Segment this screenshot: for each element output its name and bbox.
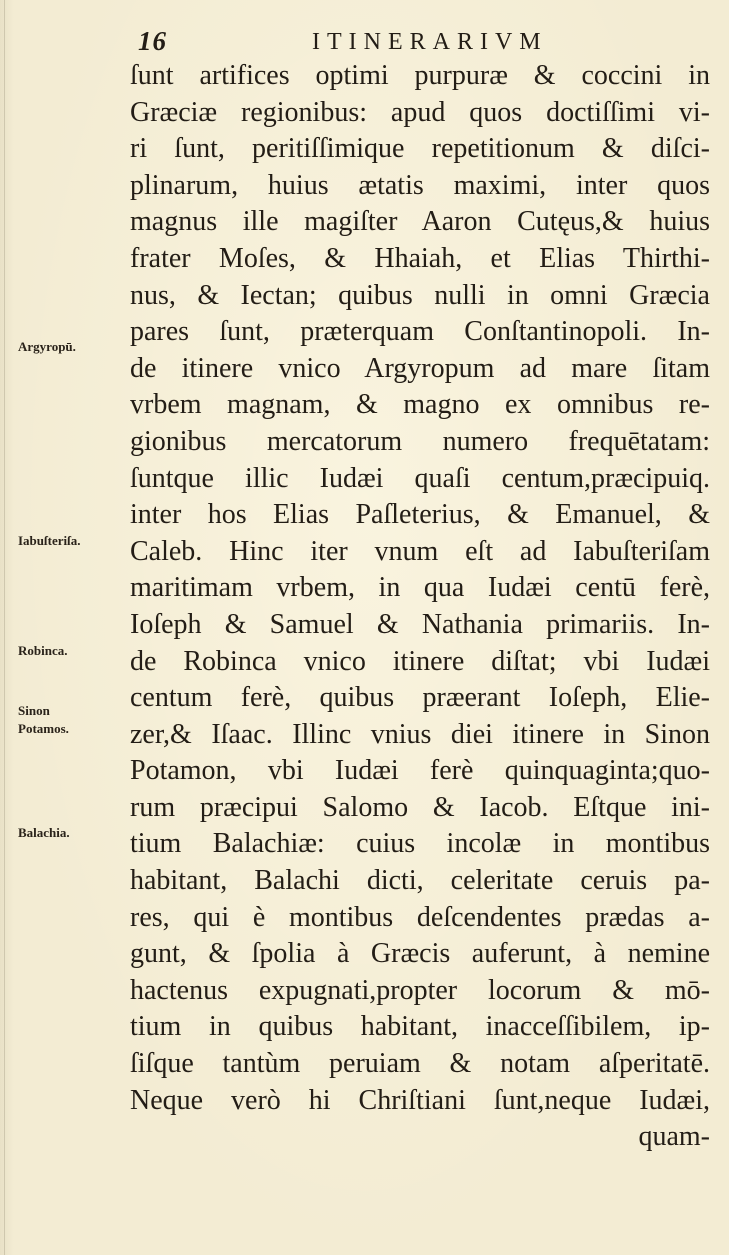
text-line: Potamon, vbi Iudæi ferè quinquaginta;quo- bbox=[130, 755, 710, 787]
page-edge-shadow bbox=[4, 0, 5, 1255]
text-line: ſuntque illic Iudæi quaſi centum,præcipuiq. bbox=[130, 462, 710, 494]
text-line: gionibus mercatorum numero frequētatam: bbox=[130, 425, 710, 457]
text-line: res, qui è montibus deſcendentes prædas a- bbox=[130, 901, 710, 933]
text-line: pares ſunt, præterquam Conſtantinopoli. In- bbox=[130, 316, 710, 348]
page-header bbox=[0, 26, 729, 62]
text-line: hactenus expugnati,propter locorum & mō- bbox=[130, 974, 710, 1006]
running-title: ITINERARIVM bbox=[312, 29, 548, 55]
text-line: maritimam vrbem, in qua Iudæi centū ferè, bbox=[130, 572, 710, 604]
text-line: magnus ille magiſter Aaron Cutęus,& huius bbox=[130, 206, 710, 238]
text-line: Græciæ regionibus: apud quos doctiſſimi vi- bbox=[130, 96, 710, 128]
text-line: Neque verò hi Chriſtiani ſunt,neque Iudæi, bbox=[130, 1084, 710, 1116]
text-line: de Robinca vnico itinere diſtat; vbi Iudæi bbox=[130, 645, 710, 677]
margin-note-iabusterisa: Iabuſteriſa. bbox=[18, 533, 81, 548]
text-line: gunt, & ſpolia à Græcis auferunt, à nemine bbox=[130, 938, 710, 970]
text-line: frater Moſes, & Hhaiah, et Elias Thirthi- bbox=[130, 242, 710, 274]
text-line: rum præcipui Salomo & Iacob. Eſtque ini- bbox=[130, 791, 710, 823]
margin-note-robinca: Robinca. bbox=[18, 643, 68, 658]
margin-note-sinon: Sinon bbox=[18, 703, 50, 718]
text-line: plinarum, huius ætatis maximi, inter quos bbox=[130, 169, 710, 201]
text-line: zer,& Iſaac. Illinc vnius diei itinere in Sinon bbox=[130, 718, 710, 750]
main-text-block bbox=[130, 58, 710, 1156]
catchword: quam- bbox=[638, 1121, 710, 1153]
text-line: ſunt artifices optimi purpuræ & coccini in bbox=[130, 60, 710, 91]
margin-note-potamos: Potamos. bbox=[18, 721, 69, 736]
text-line: tium Balachiæ: cuius incolæ in montibus bbox=[130, 828, 710, 860]
text-line: inter hos Elias Paſleterius, & Emanuel, & bbox=[130, 499, 710, 531]
text-line: tium in quibus habitant, inacceſſibilem, ip- bbox=[130, 1011, 710, 1043]
text-line: centum ferè, quibus præerant Ioſeph, Elie- bbox=[130, 682, 710, 714]
margin-note-balachia: Balachia. bbox=[18, 825, 70, 840]
margin-note-argyropum: Argyropū. bbox=[18, 339, 76, 354]
text-line: ſiſque tantùm peruiam & notam aſperitatē. bbox=[130, 1048, 710, 1080]
text-line: de itinere vnico Argyropum ad mare ſitam bbox=[130, 352, 710, 384]
page-number: 16 bbox=[138, 26, 167, 56]
text-line: nus, & Iectan; quibus nulli in omni Græcia bbox=[130, 279, 710, 311]
text-line: ri ſunt, peritiſſimique repetitionum & diſci- bbox=[130, 133, 710, 165]
text-line: habitant, Balachi dicti, celeritate ceruis pa- bbox=[130, 865, 710, 897]
text-line: Caleb. Hinc iter vnum eſt ad Iabuſteriſam bbox=[130, 535, 710, 567]
text-line: vrbem magnam, & magno ex omnibus re- bbox=[130, 389, 710, 421]
text-line: Ioſeph & Samuel & Nathania primariis. In- bbox=[130, 608, 710, 640]
